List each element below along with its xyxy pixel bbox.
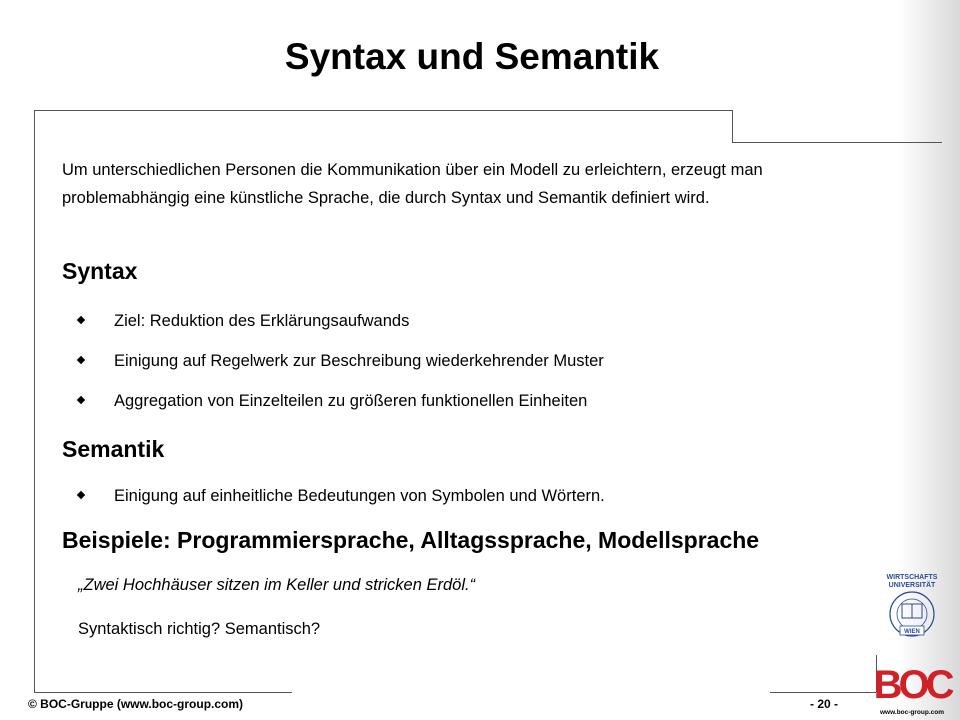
- diamond-bullet-icon: [77, 315, 85, 323]
- frame-line: [732, 110, 733, 142]
- wu-line3: WIEN: [904, 629, 920, 635]
- bullet-text: Einigung auf einheitliche Bedeutungen von Symbolen und Wörtern.: [114, 487, 605, 505]
- syntax-bullet: [78, 352, 604, 371]
- example-question: Syntaktisch richtig? Semantisch?: [78, 620, 321, 638]
- frame-line: [770, 692, 876, 693]
- frame-line: [34, 110, 35, 692]
- semantik-heading: Semantik: [62, 436, 165, 462]
- university-logo: [880, 570, 944, 648]
- example-quote: „Zwei Hochhäuser sitzen im Keller und stricken Erdöl.“: [78, 576, 476, 594]
- bullet-text: Aggregation von Einzelteilen zu größeren funktionellen Einheiten: [114, 392, 588, 410]
- boc-letters: BOC: [873, 663, 951, 707]
- boc-logo: [873, 646, 951, 720]
- wu-line1: WIRTSCHAFTS: [886, 574, 938, 581]
- semantik-bullet: [78, 487, 605, 506]
- slide-title: Syntax und Semantik: [284, 36, 660, 77]
- frame-line: [732, 142, 942, 143]
- syntax-heading: Syntax: [62, 258, 138, 284]
- diamond-bullet-icon: [77, 395, 85, 403]
- footer-page-number: - 20 -: [810, 697, 839, 711]
- intro-paragraph: Um unterschiedlichen Personen die Kommunikation über ein Modell zu erleichtern, erzeugt man problemabhängig eine künstliche Sprache, die durch Syntax und Semantik definiert wird.: [62, 161, 763, 207]
- boc-url: www.boc-group.com: [879, 709, 945, 716]
- syntax-bullet: [78, 312, 409, 331]
- footer-copyright: © BOC-Gruppe (www.boc-group.com): [28, 697, 244, 711]
- bullet-text: Einigung auf Regelwerk zur Beschreibung wiederkehrender Muster: [114, 352, 604, 370]
- wu-line2: UNIVERSITÄT: [888, 582, 936, 589]
- syntax-bullet: [78, 392, 587, 411]
- frame-line: [34, 692, 292, 693]
- diamond-bullet-icon: [77, 490, 85, 498]
- bullet-text: Ziel: Reduktion des Erklärungsaufwands: [114, 312, 410, 330]
- diamond-bullet-icon: [77, 355, 85, 363]
- frame-line: [34, 110, 732, 111]
- examples-heading: Beispiele: Programmiersprache, Alltagssprache, Modellsprache: [62, 527, 760, 553]
